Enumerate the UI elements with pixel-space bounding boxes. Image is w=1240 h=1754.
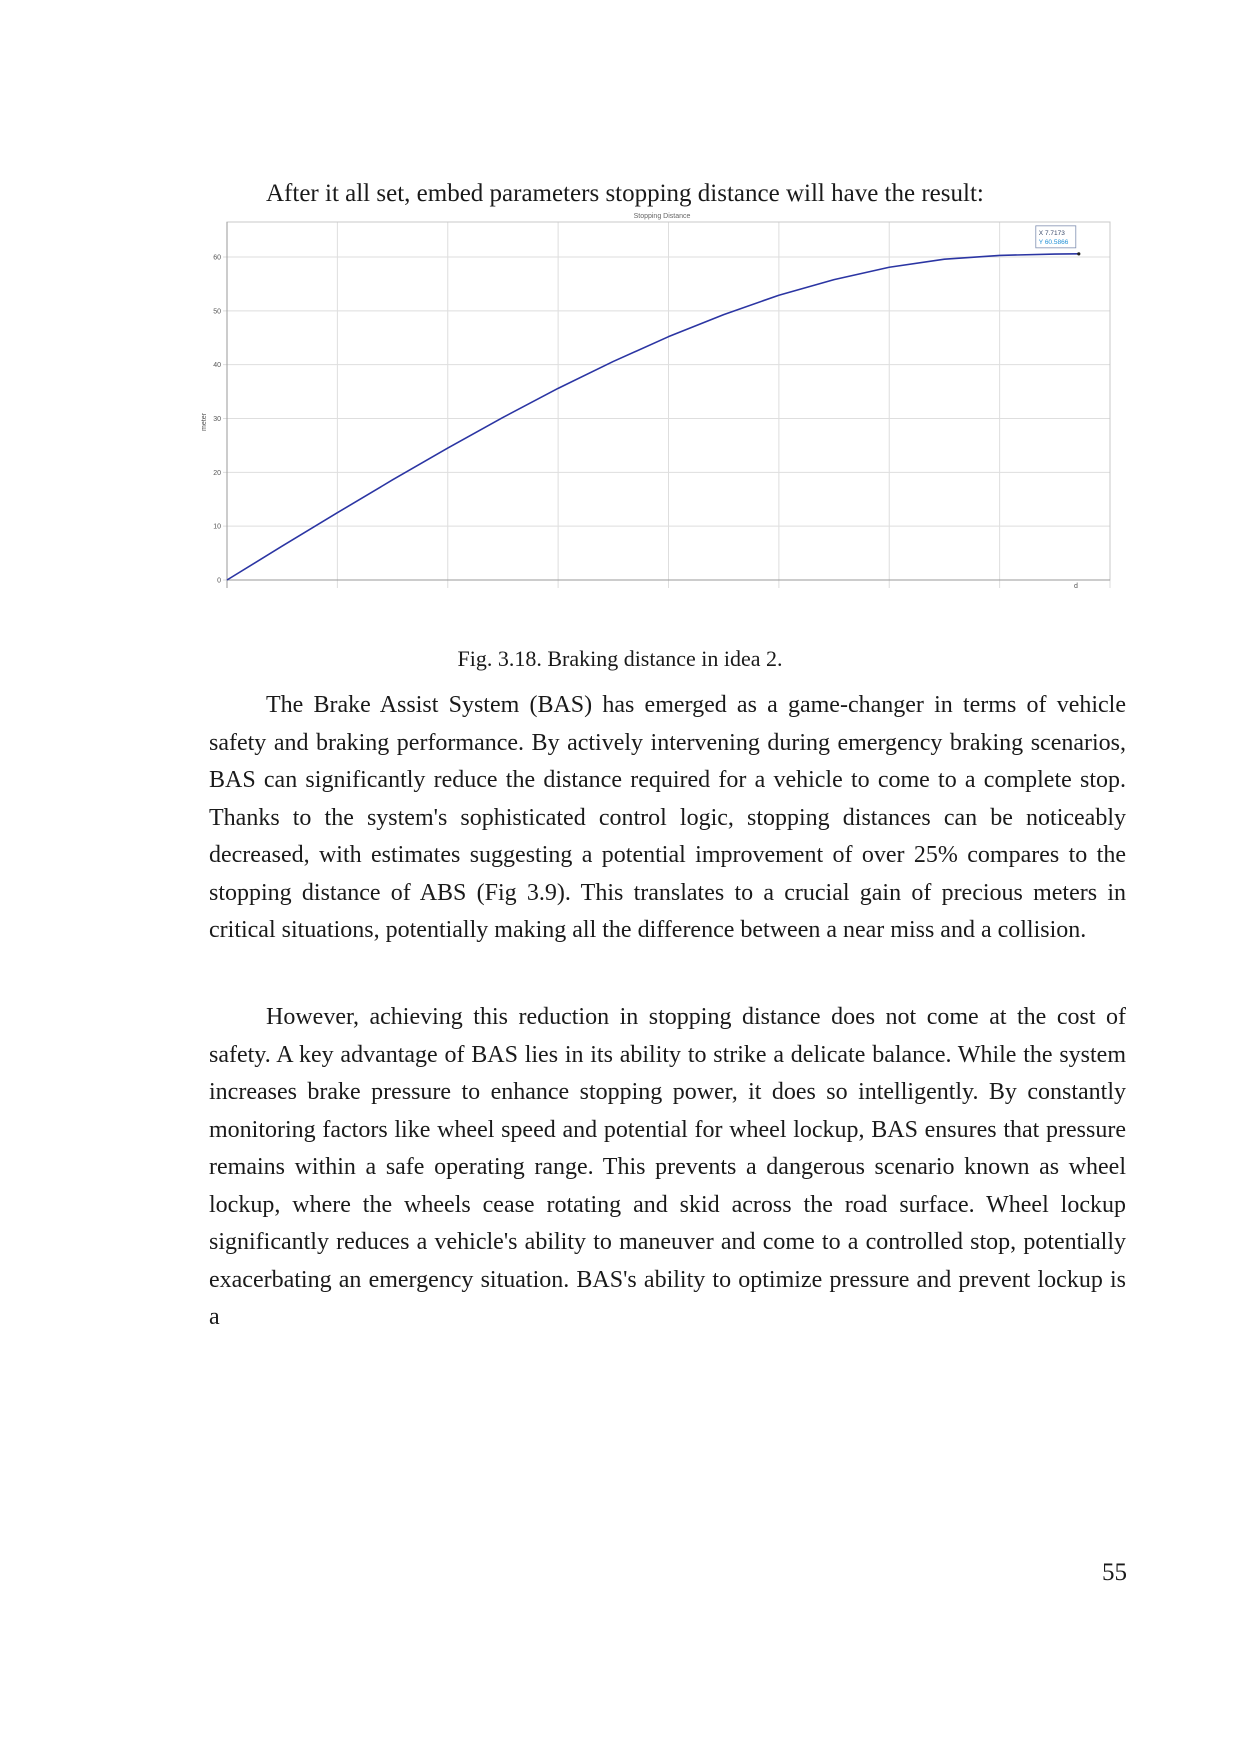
datatip-marker: [1077, 252, 1080, 255]
y-tick-label: 50: [213, 308, 221, 316]
y-tick-label: 60: [213, 254, 221, 262]
y-tick-label: 30: [213, 416, 221, 423]
y-tick-label: 20: [213, 469, 221, 477]
page-number: 55: [1102, 1559, 1127, 1586]
paragraph-bas-benefits: The Brake Assist System (BAS) has emerged as a game-changer in terms of vehicle safety and braking performance. By actively intervening during emergency braking scenarios, BAS can significantly reduce the distance required for a vehicle to come to a complete stop. Thanks to the system's sophisticated control logic, stopping distances can be noticeably decreased, with estimates suggesting a potential improvement of over 25% compares to the stopping distance of ABS (Fig 3.9). This translates to a crucial gain of precious meters in critical situations, potentially making all the difference between a near miss and a collision.: [209, 692, 1126, 943]
datatip-x-label: X 7.7173: [1038, 229, 1065, 237]
paragraph-bas-safety: However, achieving this reduction in stopping distance does not come at the cost of safety. A key advantage of BAS lies in its ability to strike a delicate balance. While the system increases brake pressure to enhance stopping power, it does so intelligently. By constantly monitoring factors like wheel speed and potential for wheel lockup, BAS ensures that pressure remains within a safe operating range. This prevents a dangerous scenario known as wheel lockup, where the wheels cease rotating and skid across the road surface. Wheel lockup significantly reduces a vehicle's ability to maneuver and come to a controlled stop, potentially exacerbating an emergency situation. BAS's ability to optimize pressure and prevent lockup is a: [209, 1004, 1126, 1330]
y-tick-label: 40: [213, 362, 221, 370]
intro-text: After it all set, embed parameters stopping distance will have the result:: [266, 180, 984, 207]
chart-title: Stopping Distance: [633, 213, 691, 220]
stopping-distance-chart: [195, 210, 1120, 630]
y-tick-label: 10: [213, 523, 221, 531]
x-axis-end-label: d: [1074, 583, 1078, 590]
figure-caption: Fig. 3.18. Braking distance in idea 2.: [457, 646, 783, 671]
y-tick-label: 0: [217, 577, 221, 585]
stopping-distance-figure: [195, 210, 1120, 630]
datatip-y-label: Y 60.5866: [1038, 238, 1069, 246]
y-axis-label: meter: [201, 413, 208, 431]
